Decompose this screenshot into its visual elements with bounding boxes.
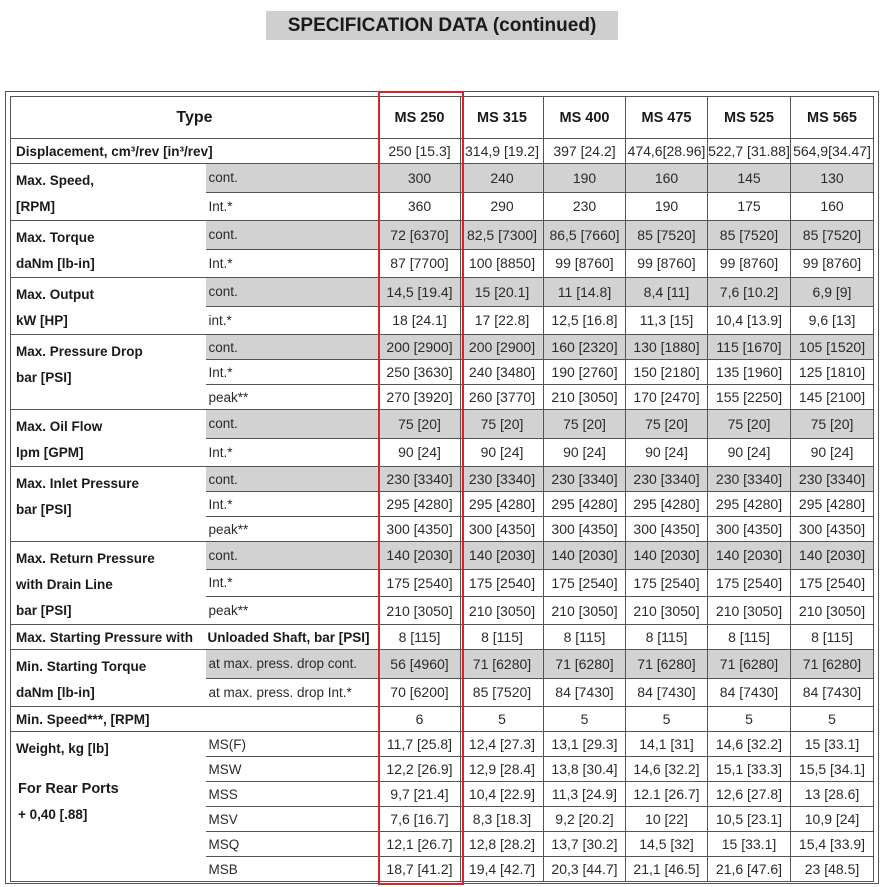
- max-return-pressure-label-line: bar [PSI]: [16, 603, 72, 618]
- rear-ports-adder: + 0,40 [.88]: [18, 807, 88, 822]
- sub-label: peak**: [206, 385, 379, 410]
- value-cell: 90 [24]: [791, 438, 874, 467]
- value-cell: 7,6 [16.7]: [379, 807, 461, 832]
- min-starting-torque-label-line: daNm [lb-in]: [16, 685, 95, 700]
- value-cell: 10,5 [23.1]: [708, 807, 791, 832]
- sub-label: MSB: [206, 857, 379, 882]
- value-cell: 13,1 [29.3]: [544, 732, 626, 757]
- value-cell: 10,9 [24]: [791, 807, 874, 832]
- value-cell: 71 [6280]: [626, 650, 708, 679]
- value-cell: 12,2 [26.9]: [379, 757, 461, 782]
- value-cell: 87 [7700]: [379, 249, 461, 278]
- value-cell: 7,6 [10.2]: [708, 278, 791, 307]
- sub-label: Int.*: [206, 569, 379, 597]
- value-cell: 15 [20.1]: [461, 278, 544, 307]
- max-speed-label-line: [RPM]: [16, 199, 55, 214]
- value-cell: 90 [24]: [461, 438, 544, 467]
- value-cell: 295 [4280]: [544, 492, 626, 517]
- value-cell: 15,5 [34.1]: [791, 757, 874, 782]
- value-cell: 250 [3630]: [379, 360, 461, 385]
- value-cell: 115 [1670]: [708, 335, 791, 360]
- value-cell: 300 [4350]: [626, 517, 708, 542]
- min-starting-torque-label: [11, 650, 206, 707]
- sub-label: MSW: [206, 757, 379, 782]
- value-cell: 21,1 [46.5]: [626, 857, 708, 882]
- max-inlet-pressure-label-line: Max. Inlet Pressure: [16, 476, 140, 491]
- value-cell: 190: [626, 192, 708, 221]
- value-cell: 5: [708, 707, 791, 732]
- value-cell: 90 [24]: [708, 438, 791, 467]
- model-header: MS 525: [708, 97, 791, 139]
- sub-label: Int.*: [206, 249, 379, 278]
- value-cell: 75 [20]: [791, 410, 874, 439]
- value-cell: 160 [2320]: [544, 335, 626, 360]
- value-cell: 18 [24.1]: [379, 306, 461, 335]
- sub-label: cont.: [206, 221, 379, 250]
- value-cell: 99 [8760]: [791, 249, 874, 278]
- sub-label: Int.*: [206, 438, 379, 467]
- value-cell: 85 [7520]: [626, 221, 708, 250]
- value-cell: 230 [3340]: [708, 467, 791, 492]
- min-starting-torque-label-line: Min. Starting Torque: [16, 659, 147, 674]
- value-cell: 150 [2180]: [626, 360, 708, 385]
- value-cell: 13,7 [30.2]: [544, 832, 626, 857]
- sub-label: peak**: [206, 597, 379, 625]
- value-cell: 11 [14.8]: [544, 278, 626, 307]
- value-cell: 71 [6280]: [544, 650, 626, 679]
- max-output-label-line: kW [HP]: [16, 313, 68, 328]
- value-cell: 135 [1960]: [708, 360, 791, 385]
- max-pressure-drop-label-line: Max. Pressure Drop: [16, 344, 143, 359]
- value-cell: 75 [20]: [461, 410, 544, 439]
- value-cell: 82,5 [7300]: [461, 221, 544, 250]
- weight-label: [11, 732, 206, 882]
- value-cell: 15,4 [33.9]: [791, 832, 874, 857]
- value-cell: 300: [379, 164, 461, 193]
- value-cell: 300 [4350]: [379, 517, 461, 542]
- value-cell: 85 [7520]: [461, 678, 544, 707]
- sub-label: at max. press. drop Int.*: [206, 678, 379, 707]
- value-cell: 145: [708, 164, 791, 193]
- value-cell: 190 [2760]: [544, 360, 626, 385]
- max-return-pressure-label: [11, 542, 206, 625]
- value-cell: 14,5 [32]: [626, 832, 708, 857]
- value-cell: 300 [4350]: [461, 517, 544, 542]
- value-cell: 17 [22.8]: [461, 306, 544, 335]
- displacement-label: Displacement, cm³/rev [in³/rev]: [11, 139, 379, 164]
- value-cell: 15 [33.1]: [708, 832, 791, 857]
- value-cell: 300 [4350]: [544, 517, 626, 542]
- value-cell: 100 [8850]: [461, 249, 544, 278]
- page-title: SPECIFICATION DATA (continued): [266, 11, 618, 40]
- value-cell: 175 [2540]: [791, 569, 874, 597]
- value-cell: 75 [20]: [708, 410, 791, 439]
- sub-label: int.*: [206, 306, 379, 335]
- value-cell: 5: [544, 707, 626, 732]
- sub-label: peak**: [206, 517, 379, 542]
- value-cell: 522,7 [31.88]: [708, 139, 791, 164]
- value-cell: 230 [3340]: [379, 467, 461, 492]
- value-cell: 210 [3050]: [626, 597, 708, 625]
- value-cell: 10,4 [22.9]: [461, 782, 544, 807]
- sub-label: MSS: [206, 782, 379, 807]
- value-cell: 13 [28.6]: [791, 782, 874, 807]
- sub-label: cont.: [206, 335, 379, 360]
- value-cell: 5: [791, 707, 874, 732]
- value-cell: 145 [2100]: [791, 385, 874, 410]
- value-cell: 295 [4280]: [708, 492, 791, 517]
- value-cell: 474,6[28.96]: [626, 139, 708, 164]
- sub-label: cont.: [206, 164, 379, 193]
- value-cell: 11,7 [25.8]: [379, 732, 461, 757]
- value-cell: 12,9 [28.4]: [461, 757, 544, 782]
- value-cell: 314,9 [19.2]: [461, 139, 544, 164]
- value-cell: 12,8 [28.2]: [461, 832, 544, 857]
- displacement-row: [11, 139, 874, 164]
- value-cell: 9,2 [20.2]: [544, 807, 626, 832]
- max-torque-label-line: Max. Torque: [16, 230, 95, 245]
- value-cell: 8 [115]: [708, 625, 791, 650]
- max-inlet-pressure-label: [11, 467, 206, 542]
- value-cell: 230 [3340]: [544, 467, 626, 492]
- value-cell: 140 [2030]: [461, 542, 544, 570]
- model-header: MS 400: [544, 97, 626, 139]
- value-cell: 8 [115]: [461, 625, 544, 650]
- value-cell: 8 [115]: [791, 625, 874, 650]
- max-oil-flow-label-line: Max. Oil Flow: [16, 419, 103, 434]
- value-cell: 56 [4960]: [379, 650, 461, 679]
- value-cell: 300 [4350]: [791, 517, 874, 542]
- value-cell: 295 [4280]: [626, 492, 708, 517]
- value-cell: 84 [7430]: [544, 678, 626, 707]
- value-cell: 85 [7520]: [791, 221, 874, 250]
- value-cell: 5: [626, 707, 708, 732]
- max-speed-label: [11, 164, 206, 221]
- value-cell: 295 [4280]: [461, 492, 544, 517]
- value-cell: 140 [2030]: [544, 542, 626, 570]
- max-oil-flow-label-line: lpm [GPM]: [16, 445, 84, 460]
- value-cell: 190: [544, 164, 626, 193]
- value-cell: 240: [461, 164, 544, 193]
- value-cell: 155 [2250]: [708, 385, 791, 410]
- max-torque-label: [11, 221, 206, 278]
- starting-pressure-label: Max. Starting Pressure with: [11, 625, 206, 650]
- value-cell: 140 [2030]: [708, 542, 791, 570]
- sub-label: Int.*: [206, 492, 379, 517]
- value-cell: 8 [115]: [626, 625, 708, 650]
- value-cell: 99 [8760]: [626, 249, 708, 278]
- value-cell: 5: [461, 707, 544, 732]
- value-cell: 125 [1810]: [791, 360, 874, 385]
- value-cell: 175 [2540]: [626, 569, 708, 597]
- value-cell: 84 [7430]: [708, 678, 791, 707]
- value-cell: 15 [33.1]: [791, 732, 874, 757]
- max-output-label-line: Max. Output: [16, 287, 94, 302]
- value-cell: 210 [3050]: [544, 385, 626, 410]
- max-torque-label-line: daNm [lb-in]: [16, 256, 95, 271]
- max-speed-row: [11, 164, 874, 193]
- value-cell: 18,7 [41.2]: [379, 857, 461, 882]
- type-header: Type: [11, 97, 379, 139]
- value-cell: 11,3 [24.9]: [544, 782, 626, 807]
- max-return-pressure-label-line: Max. Return Pressure: [16, 551, 155, 566]
- value-cell: 90 [24]: [626, 438, 708, 467]
- max-pressure-drop-label: [11, 335, 206, 410]
- sub-label: at max. press. drop cont.: [206, 650, 379, 679]
- max-return-pressure-label-line: with Drain Line: [16, 577, 113, 592]
- value-cell: 6: [379, 707, 461, 732]
- value-cell: 10,4 [13.9]: [708, 306, 791, 335]
- value-cell: 84 [7430]: [626, 678, 708, 707]
- sub-label: cont.: [206, 542, 379, 570]
- value-cell: 230 [3340]: [461, 467, 544, 492]
- value-cell: 140 [2030]: [626, 542, 708, 570]
- max-oil-flow-row: [11, 410, 874, 439]
- value-cell: 210 [3050]: [379, 597, 461, 625]
- value-cell: 295 [4280]: [791, 492, 874, 517]
- value-cell: 250 [15.3]: [379, 139, 461, 164]
- value-cell: 170 [2470]: [626, 385, 708, 410]
- value-cell: 15,1 [33.3]: [708, 757, 791, 782]
- value-cell: 260 [3770]: [461, 385, 544, 410]
- value-cell: 240 [3480]: [461, 360, 544, 385]
- value-cell: 71 [6280]: [461, 650, 544, 679]
- sub-label: Int.*: [206, 192, 379, 221]
- value-cell: 13,8 [30.4]: [544, 757, 626, 782]
- value-cell: 210 [3050]: [461, 597, 544, 625]
- max-inlet-pressure-row: [11, 467, 874, 492]
- min-speed-row: [11, 707, 874, 732]
- value-cell: 300 [4350]: [708, 517, 791, 542]
- value-cell: 8,4 [11]: [626, 278, 708, 307]
- model-header: MS 475: [626, 97, 708, 139]
- value-cell: 9,7 [21.4]: [379, 782, 461, 807]
- value-cell: 397 [24.2]: [544, 139, 626, 164]
- value-cell: 210 [3050]: [708, 597, 791, 625]
- specification-table: [10, 96, 874, 882]
- value-cell: 140 [2030]: [791, 542, 874, 570]
- starting-pressure-row: [11, 625, 874, 650]
- value-cell: 19,4 [42.7]: [461, 857, 544, 882]
- sub-label: Int.*: [206, 360, 379, 385]
- starting-pressure-label-b: Unloaded Shaft, bar [PSI]: [206, 625, 379, 650]
- value-cell: 140 [2030]: [379, 542, 461, 570]
- value-cell: 14,1 [31]: [626, 732, 708, 757]
- value-cell: 99 [8760]: [544, 249, 626, 278]
- value-cell: 230 [3340]: [791, 467, 874, 492]
- value-cell: 71 [6280]: [791, 650, 874, 679]
- value-cell: 8,3 [18.3]: [461, 807, 544, 832]
- value-cell: 175 [2540]: [461, 569, 544, 597]
- value-cell: 130: [791, 164, 874, 193]
- value-cell: 210 [3050]: [791, 597, 874, 625]
- value-cell: 20,3 [44.7]: [544, 857, 626, 882]
- value-cell: 85 [7520]: [708, 221, 791, 250]
- value-cell: 230 [3340]: [626, 467, 708, 492]
- value-cell: 9,6 [13]: [791, 306, 874, 335]
- value-cell: 12,1 [26.7]: [379, 832, 461, 857]
- value-cell: 6,9 [9]: [791, 278, 874, 307]
- value-cell: 70 [6200]: [379, 678, 461, 707]
- value-cell: 200 [2900]: [461, 335, 544, 360]
- value-cell: 175 [2540]: [708, 569, 791, 597]
- max-output-label: [11, 278, 206, 335]
- value-cell: 564,9[34.47]: [791, 139, 874, 164]
- model-header: MS 565: [791, 97, 874, 139]
- value-cell: 270 [3920]: [379, 385, 461, 410]
- value-cell: 12.1 [26.7]: [626, 782, 708, 807]
- sub-label: cont.: [206, 467, 379, 492]
- rear-ports-label: For Rear Ports: [18, 781, 119, 797]
- value-cell: 12,6 [27.8]: [708, 782, 791, 807]
- sub-label: cont.: [206, 278, 379, 307]
- max-return-pressure-row: [11, 542, 874, 570]
- value-cell: 86,5 [7660]: [544, 221, 626, 250]
- value-cell: 99 [8760]: [708, 249, 791, 278]
- value-cell: 360: [379, 192, 461, 221]
- value-cell: 160: [791, 192, 874, 221]
- value-cell: 23 [48.5]: [791, 857, 874, 882]
- model-header: MS 250: [379, 97, 461, 139]
- value-cell: 175: [708, 192, 791, 221]
- value-cell: 71 [6280]: [708, 650, 791, 679]
- sub-label: MSV: [206, 807, 379, 832]
- value-cell: 8 [115]: [544, 625, 626, 650]
- value-cell: 14,5 [19.4]: [379, 278, 461, 307]
- max-speed-label-line: Max. Speed,: [16, 173, 95, 188]
- value-cell: 295 [4280]: [379, 492, 461, 517]
- value-cell: 12,5 [16.8]: [544, 306, 626, 335]
- sub-label: cont.: [206, 410, 379, 439]
- sub-label: MSQ: [206, 832, 379, 857]
- value-cell: 72 [6370]: [379, 221, 461, 250]
- value-cell: 175 [2540]: [379, 569, 461, 597]
- value-cell: 230: [544, 192, 626, 221]
- weight-row: [11, 732, 874, 757]
- value-cell: 90 [24]: [544, 438, 626, 467]
- value-cell: 14,6 [32.2]: [708, 732, 791, 757]
- value-cell: 11,3 [15]: [626, 306, 708, 335]
- max-pressure-drop-label-line: bar [PSI]: [16, 370, 72, 385]
- value-cell: 105 [1520]: [791, 335, 874, 360]
- value-cell: 21,6 [47.6]: [708, 857, 791, 882]
- spacer: [16, 762, 206, 776]
- value-cell: 175 [2540]: [544, 569, 626, 597]
- max-pressure-drop-row: [11, 335, 874, 360]
- max-oil-flow-label: [11, 410, 206, 467]
- value-cell: 130 [1880]: [626, 335, 708, 360]
- max-inlet-pressure-label-line: bar [PSI]: [16, 502, 72, 517]
- value-cell: 160: [626, 164, 708, 193]
- max-output-row: [11, 278, 874, 307]
- value-cell: 75 [20]: [544, 410, 626, 439]
- value-cell: 90 [24]: [379, 438, 461, 467]
- value-cell: 10 [22]: [626, 807, 708, 832]
- weight-label-line: Weight, kg [lb]: [16, 741, 109, 756]
- max-torque-row: [11, 221, 874, 250]
- value-cell: 12,4 [27.3]: [461, 732, 544, 757]
- min-starting-torque-row: [11, 650, 874, 679]
- value-cell: 14,6 [32.2]: [626, 757, 708, 782]
- value-cell: 75 [20]: [379, 410, 461, 439]
- model-header: MS 315: [461, 97, 544, 139]
- value-cell: 84 [7430]: [791, 678, 874, 707]
- value-cell: 75 [20]: [626, 410, 708, 439]
- header-row: [11, 97, 874, 139]
- min-speed-label: Min. Speed***, [RPM]: [11, 707, 379, 732]
- value-cell: 290: [461, 192, 544, 221]
- value-cell: 210 [3050]: [544, 597, 626, 625]
- value-cell: 8 [115]: [379, 625, 461, 650]
- value-cell: 200 [2900]: [379, 335, 461, 360]
- sub-label: MS(F): [206, 732, 379, 757]
